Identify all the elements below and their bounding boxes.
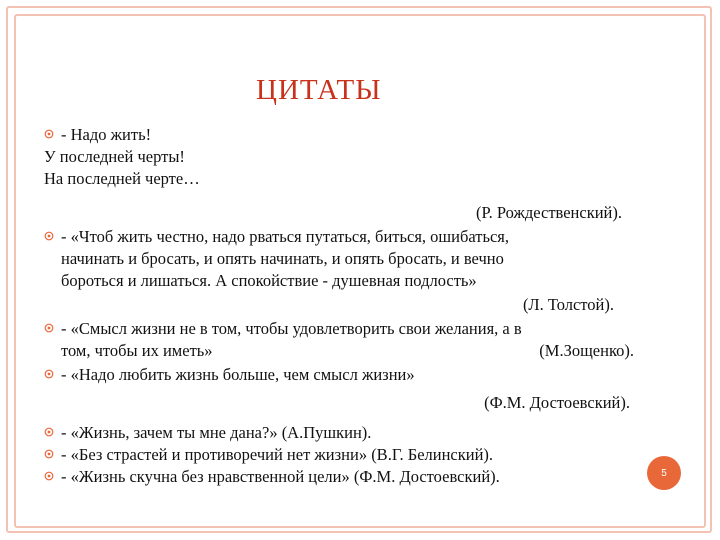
bullet-icon: [44, 449, 54, 459]
quote-1-line-2: У последней черты!: [44, 147, 185, 166]
bullet-icon: [44, 323, 54, 333]
quote-2-line-1: - «Чтоб жить честно, надо рваться путаться, биться, ошибаться,: [44, 226, 684, 248]
quote-5-line-1: - «Жизнь, зачем ты мне дана?» (А.Пушкин).: [44, 422, 684, 444]
quote-3-line-2: том, чтобы их иметь» (М.Зощенко).: [61, 341, 634, 360]
quote-1-author: (Р. Рождественский).: [476, 203, 622, 222]
quote-2-author: (Л. Толстой).: [522, 295, 614, 314]
bullet-icon: [44, 471, 54, 481]
quote-1-line-3: На последней черте…: [44, 169, 200, 188]
bullet-icon: [44, 427, 54, 437]
quote-2-line-3: бороться и лишаться. А спокойствие - душевная подлость»: [61, 271, 477, 290]
quote-6-line-1: - «Без страстей и противоречий нет жизни» (В.Г. Белинский).: [44, 444, 684, 466]
bullet-icon: [44, 129, 54, 139]
bullet-icon: [44, 369, 54, 379]
quote-4-line-1: - «Надо любить жизнь больше, чем смысл жизни»: [44, 364, 684, 386]
quote-3-author: (М.Зощенко).: [539, 341, 634, 360]
quote-7-line-1: - «Жизнь скучна без нравственной цели» (Ф.М. Достоевский).: [44, 466, 684, 488]
bullet-icon: [44, 231, 54, 241]
quote-2-line-2: начинать и бросать, и опять начинать, и опять бросать, и вечно: [61, 249, 504, 268]
quote-3-line-1: - «Смысл жизни не в том, чтобы удовлетворить свои желания, а в: [44, 318, 684, 340]
quote-1-line-1: - Надо жить!: [44, 124, 684, 146]
quotes-list: [44, 124, 684, 488]
slide-title: ЦИТАТЫ: [256, 74, 382, 106]
page-number-badge: 5: [647, 456, 681, 490]
quote-4-author: (Ф.М. Достоевский).: [484, 393, 630, 412]
